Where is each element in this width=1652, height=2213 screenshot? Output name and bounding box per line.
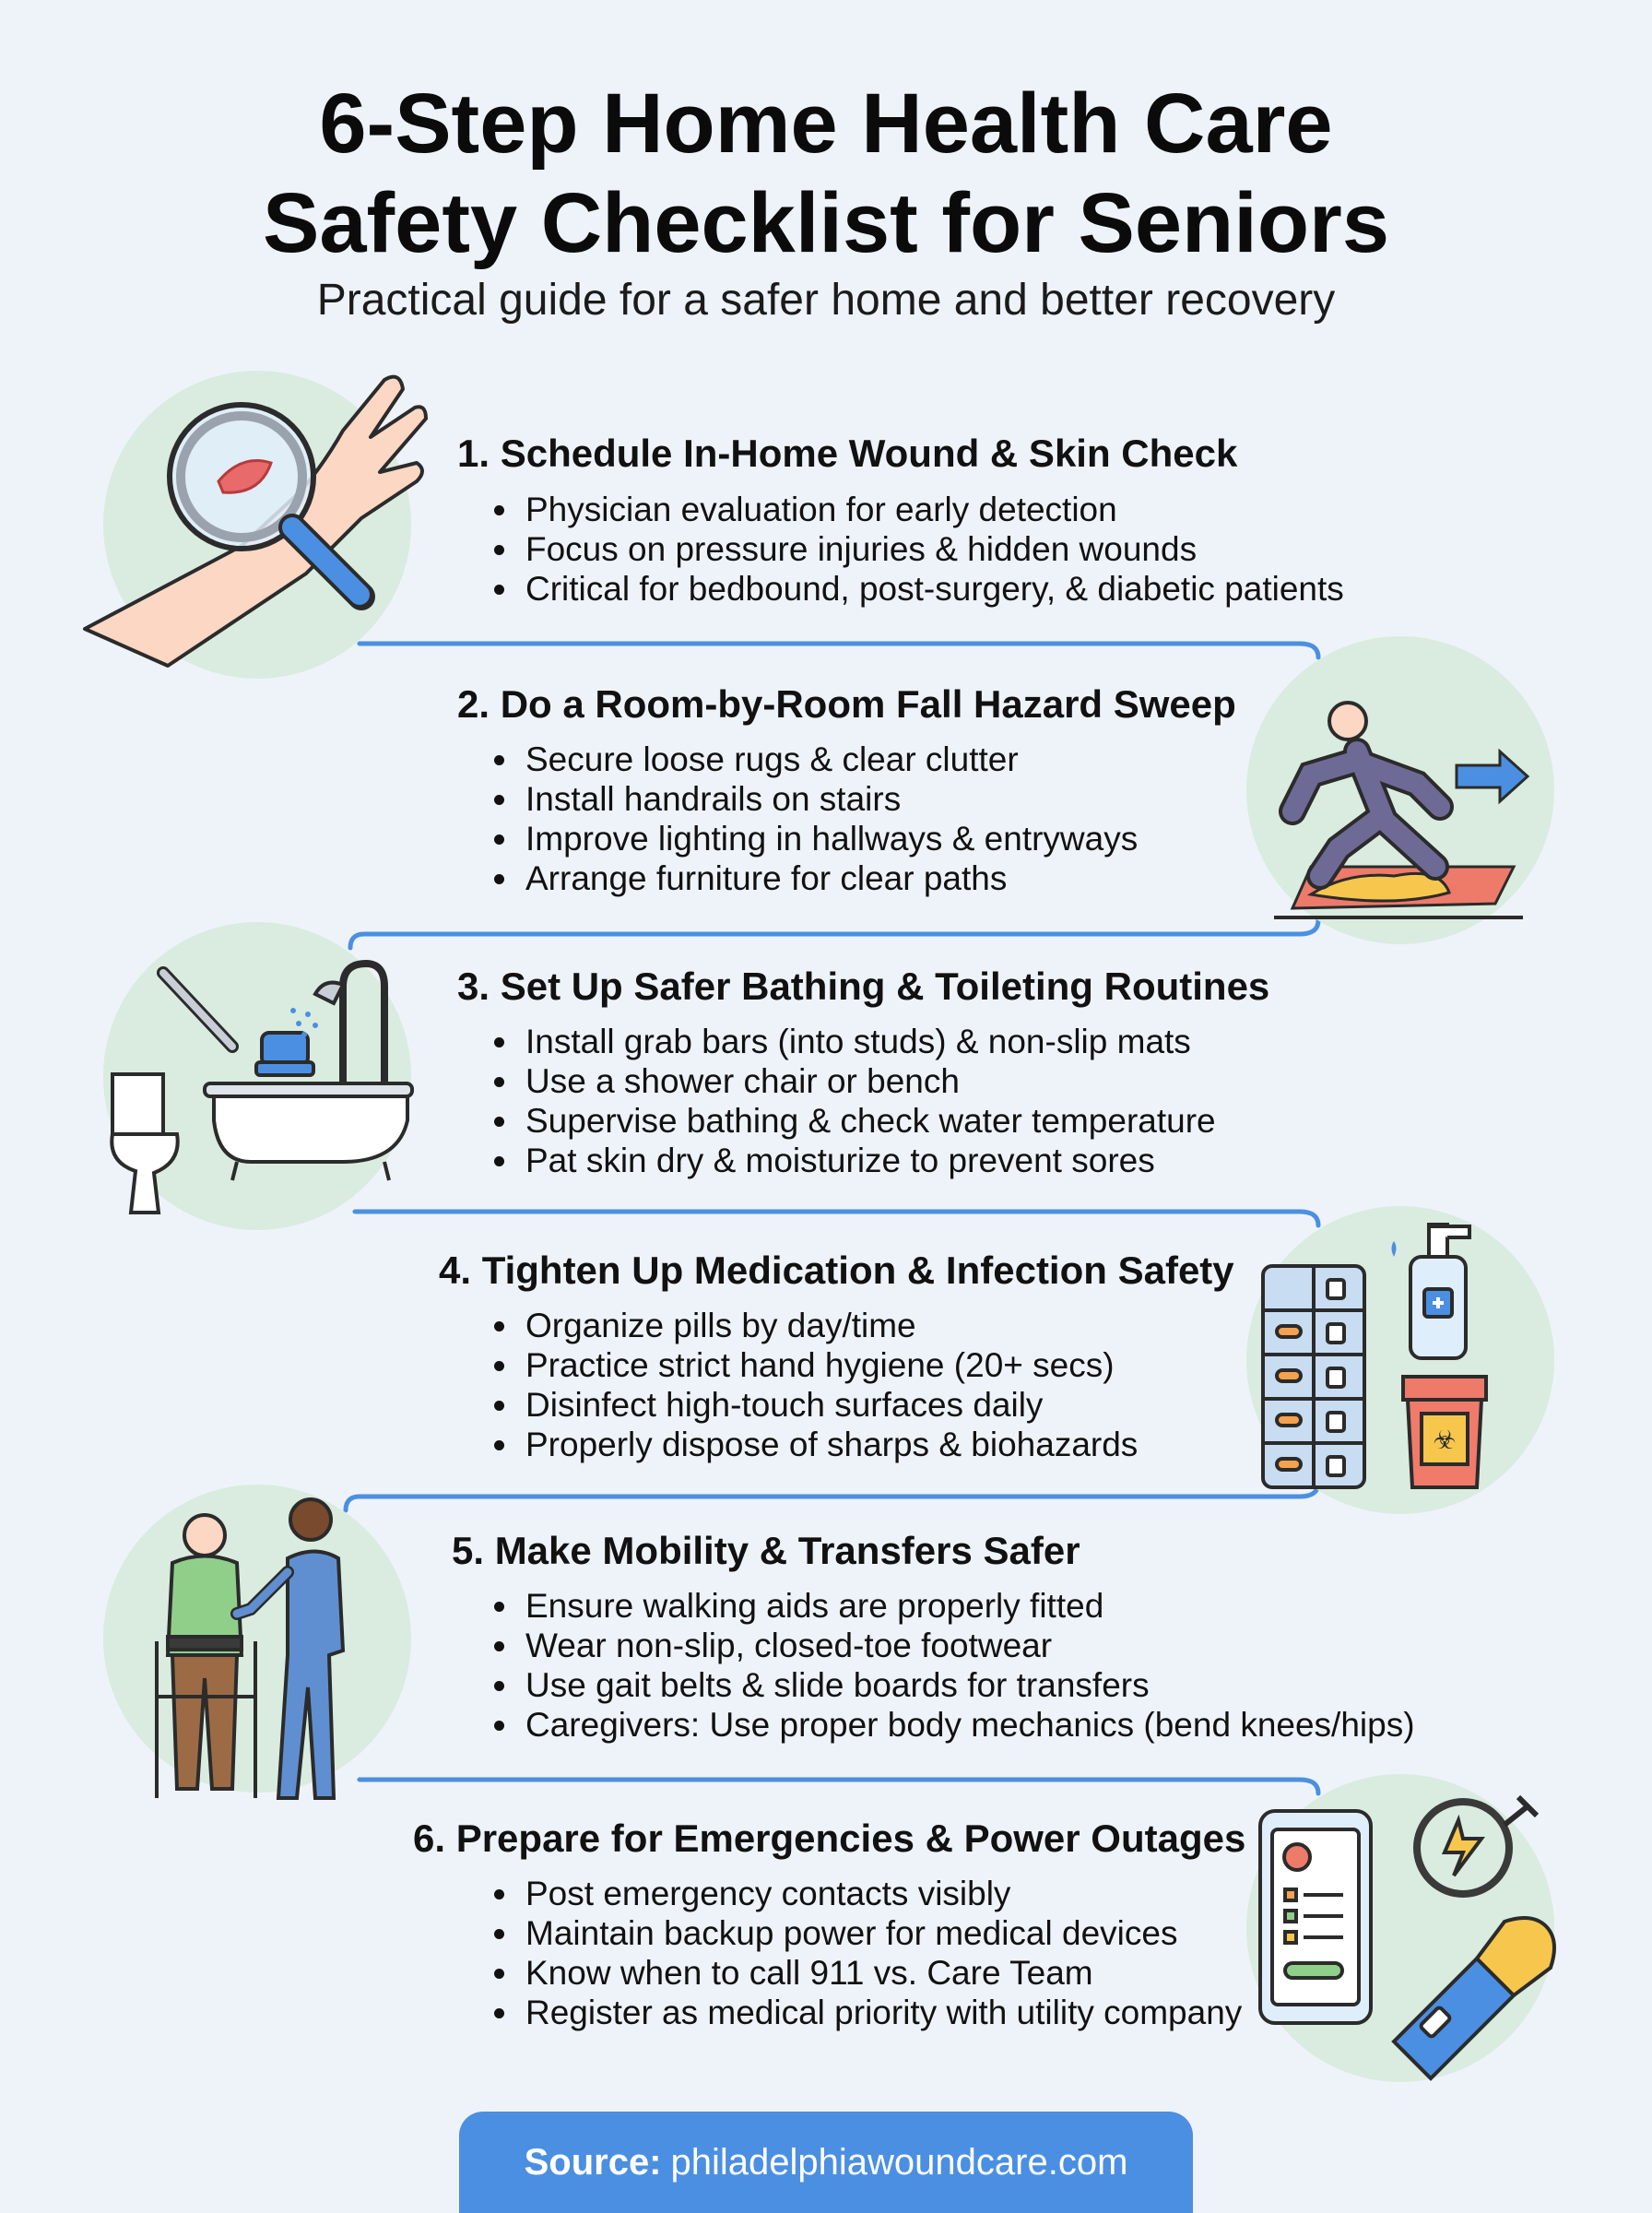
list-item: Post emergency contacts visibly (489, 1874, 1242, 1913)
caregiver-walker-icon (103, 1485, 411, 1793)
step-4-title: 4. Tighten Up Medication & Infection Safety (439, 1249, 1234, 1292)
source-banner (459, 2112, 1193, 2213)
list-item: Improve lighting in hallways & entryways (489, 819, 1138, 858)
source-label: Source: (524, 2142, 662, 2183)
list-item: Know when to call 911 vs. Care Team (489, 1953, 1242, 1993)
list-item: Use a shower chair or bench (489, 1061, 1216, 1101)
step-6-title: 6. Prepare for Emergencies & Power Outages (413, 1817, 1246, 1860)
list-item: Focus on pressure injuries & hidden wounds (489, 529, 1344, 569)
list-item: Disinfect high-touch surfaces daily (489, 1385, 1138, 1425)
page-title-line2: Safety Checklist for Seniors (263, 176, 1389, 270)
list-item: Physician evaluation for early detection (489, 490, 1344, 529)
list-item: Register as medical priority with utility company (489, 1993, 1242, 2032)
step-2-title: 2. Do a Room-by-Room Fall Hazard Sweep (457, 682, 1236, 726)
svg-text:☣: ☣ (1433, 1426, 1457, 1454)
source-url: philadelphiawoundcare.com (670, 2142, 1128, 2183)
step-3-bullets (489, 1022, 1216, 1180)
list-item: Supervise bathing & check water temperature (489, 1101, 1216, 1141)
page-title-line1: 6-Step Home Health Care (319, 77, 1333, 171)
list-item: Properly dispose of sharps & biohazards (489, 1425, 1138, 1464)
step-5-bullets (489, 1586, 1415, 1745)
step-6-bullets (489, 1874, 1242, 2032)
step-2-bullets (489, 740, 1138, 898)
list-item: Arrange furniture for clear paths (489, 858, 1138, 898)
step-4-bullets (489, 1306, 1138, 1464)
list-item: Maintain backup power for medical devices (489, 1913, 1242, 1953)
page-title (0, 74, 1652, 273)
list-item: Wear non-slip, closed-toe footwear (489, 1626, 1415, 1665)
list-item: Organize pills by day/time (489, 1306, 1138, 1345)
slipping-person-icon (1246, 636, 1554, 944)
magnifier-wound-icon (103, 371, 411, 679)
step-3-title: 3. Set Up Safer Bathing & Toileting Routines (457, 964, 1270, 1008)
phone-flashlight-power-icon (1246, 1774, 1554, 2082)
list-item: Critical for bedbound, post-surgery, & diabetic patients (489, 569, 1344, 609)
step-1-bullets (489, 490, 1344, 609)
step-5-title: 5. Make Mobility & Transfers Safer (452, 1529, 1080, 1572)
list-item: Ensure walking aids are properly fitted (489, 1586, 1415, 1626)
list-item: Secure loose rugs & clear clutter (489, 740, 1138, 779)
pill-organizer-sanitizer-icon (1246, 1206, 1554, 1514)
list-item: Install handrails on stairs (489, 779, 1138, 819)
list-item: Install grab bars (into studs) & non-slip mats (489, 1022, 1216, 1061)
step-1-title: 1. Schedule In-Home Wound & Skin Check (457, 432, 1238, 475)
page-subtitle: Practical guide for a safer home and better recovery (316, 276, 1336, 325)
list-item: Practice strict hand hygiene (20+ secs) (489, 1345, 1138, 1385)
list-item: Use gait belts & slide boards for transfers (489, 1665, 1415, 1705)
list-item: Pat skin dry & moisturize to prevent sores (489, 1141, 1216, 1180)
list-item: Caregivers: Use proper body mechanics (bend knees/hips) (489, 1705, 1415, 1745)
bathroom-icon (103, 922, 411, 1230)
